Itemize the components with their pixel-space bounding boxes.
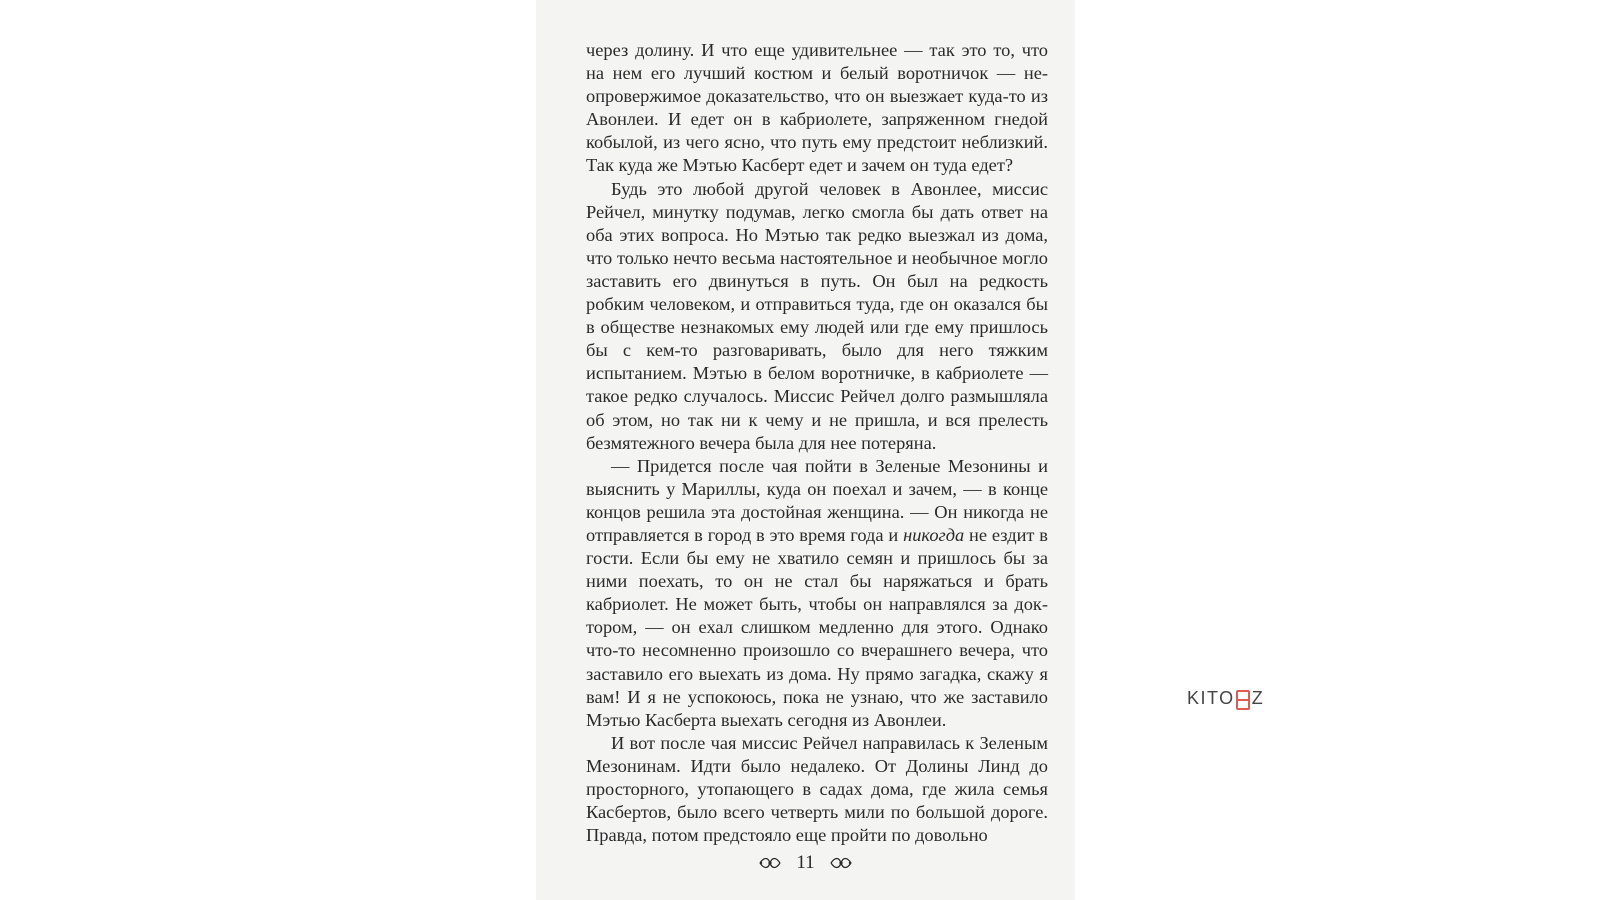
paragraph	[586, 732, 1048, 847]
paragraph-text: через долину. И что еще удивительнее — так это то, что на нем его лучший костюм и белый воротничок — неопровержимое доказательство, что он выезжает куда-то из Авонлеи. И едет он в кабриолете, запряженном гнедой кобылой, из чего ясно, что путь ему предстоит неблизкий. Так куда же Мэтью Касберт едет и зачем он туда едет?	[586, 40, 1048, 176]
paragraph-text: — Придется после чая пойти в Зеленые Мезонины и выяснить у Мариллы, куда он поехал и зачем, — в конце концов решила эта достойная женщина. — Он никогда не отправляется в город в это время года и	[586, 455, 1048, 545]
ornament-right-icon	[829, 855, 853, 871]
paragraph	[586, 455, 1048, 732]
page-footer	[536, 852, 1075, 874]
watermark-logo	[1187, 688, 1264, 709]
paragraph	[586, 178, 1048, 455]
paragraph	[586, 39, 1048, 178]
paragraph-text: не ездит в гости. Если бы ему не хватило семян и пришлось бы за ними поехать, то он не стал бы наряжаться и брать кабриолет. Не может быть, чтобы он направлялся за доктором, — он ехал слишком медленно для этого. Однако что-то несомненно произошло со вчерашнего вечера, что заставило его выехать из дома. Ну прямо загадка, скажу я вам! И я не успокоюсь, пока не узнаю, что же заставило Мэтью Касберта выехать сегодня из Авонлеи.	[586, 524, 1048, 730]
book-page	[536, 0, 1075, 900]
ornament-left-icon	[758, 855, 782, 871]
page-text	[586, 39, 1048, 847]
watermark-suffix: Z	[1251, 688, 1265, 708]
paragraph-text: Будь это любой другой человек в Авонлее, миссис Рейчел, минутку подумав, легко смогла бы дать ответ на оба этих вопроса. Но Мэтью так редко выезжал из дома, что только нечто весьма настоятельное и необычное могло заставить его двинуться в путь. Он был на редкость робким человеком, и отправиться туда, где он оказался бы в обществе незнакомых ему людей или где ему пришлось бы с кем-то разговаривать, было для него тяжким испытанием. Мэтью в белом воротничке, в кабриолете — такое редко случалось. Миссис Рейчел долго размышляла об этом, но так ни к чему и не пришла, и вся прелесть безмятежного вечера была для нее потеряна.	[586, 178, 1048, 453]
paragraph-text: И вот после чая миссис Рейчел направилась к Зеленым Мезонинам. Идти было недалеко. От Долины Линд до просторного, утопающего в садах дома, где жила семья Касбертов, было всего четверть мили по большой дороге. Правда, потом предстояло еще пройти по довольно	[586, 732, 1048, 846]
watermark-b-icon	[1236, 690, 1250, 710]
watermark-prefix: KITO	[1187, 688, 1235, 708]
italic-text: никогда	[903, 524, 965, 545]
page-number: 11	[796, 852, 815, 873]
